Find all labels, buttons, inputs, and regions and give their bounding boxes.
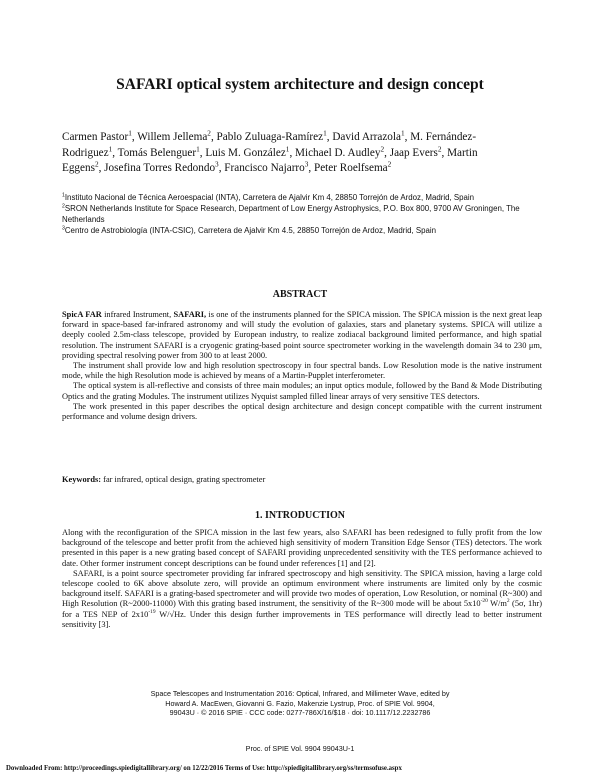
keywords-label: Keywords:: [62, 475, 102, 484]
abstract-paragraph-3: The optical system is all-reflective and consists of three main modules; an input optics module, followed by the Band & Mode Distributing Optics and the grating Modules. The instrument utilizes Nyquist sampled filled linear arrays of very sensitive TES detectors.: [62, 381, 542, 401]
abstract-heading: ABSTRACT: [272, 289, 328, 300]
affiliations: [62, 192, 552, 236]
author-line-3: Eggens$^2$, Josefina Torres Redondo$^3$, Francisco Najarro$^3$, Peter Roelfsema$^2$: [62, 160, 392, 174]
affiliation-2: $^2$SRON Netherlands Institute for Space Research, Department of Low Energy Astrophysics, P.O. Box 800, 9700 AV Groningen, The Netherlands: [62, 203, 520, 224]
affiliation-3: $^3$Centro de Astrobiología (INTA-CSIC), Carretera de Ajalvir Km 4.5, 28850 Torrejón de Ardoz, Madrid, Spain: [62, 225, 437, 235]
keywords-text: far infrared, optical design, grating spectrometer: [101, 475, 266, 484]
page-identifier: Proc. of SPIE Vol. 9904 99043U-1: [245, 744, 355, 753]
author-list: [62, 130, 552, 177]
intro-paragraph-2: SAFARI, is a point source spectrometer providing far infrared spectroscopy and high sensitivity. The SPICA mission, having a large cold telescope cooled to 6K above absolute zero, will provide an optimum environment where instruments are limited only by the cosmic background itself. SAFARI is a grating-based spectrometer and will provide two modes of operation, Low Resolution, or nominal (R~300) and High Resolution (R~2000-11000) With this grating based instrument, the sensitivity of the R~300 mode will be about $5x10^{-20}$ $W/m^2$ (5σ, 1hr) for a TES NEP of $2x10^{-19}$ W/√Hz. Under this design further improvements in TES performance will directly lead to better instrument sensitivity [3].: [62, 568, 542, 629]
abstract-paragraph-2: The instrument shall provide low and high resolution spectroscopy in four spectral bands. Low Resolution mode is the native instrument mode, while the high Resolution mode is achieved by means of a Martin-Pupplet interferometer.: [62, 361, 542, 381]
introduction-body: [62, 528, 542, 630]
paper-title: SAFARI optical system architecture and design concept: [116, 76, 484, 93]
intro-paragraph-1: Along with the reconfiguration of the SPICA mission in the last few years, also SAFARI has been redesigned to fully profit from the low background of the telescope and better profit from the achieved high sensitivity of modern Transition Edge Sensor (TES) detectors. The work presented in this paper is a new grating based concept of SAFARI providing unprecedented sensitivity with the TES performance achieved to date. Other former instrument concept descriptions can be found under references [1] and [2].: [62, 528, 542, 568]
keywords: [62, 475, 265, 484]
abstract-paragraph-1: SpicA FAR infrared Instrument, SAFARI, is one of the instruments planned for the SPICA mission. The SPICA mission is the next great leap forward in space-based far-infrared astronomy and will study the evolution of galaxies, stars and planetary systems. SPICA will utilize a deeply cooled 2.5m-class telescope, provided by European industry, to realize zodiacal background limited performance, and high spatial resolution. The instrument SAFARI is a cryogenic grating-based point source spectrometer working in the wavelength domain 34 to 230 μm, providing spectral resolving power from 300 to at least 2000.: [62, 310, 542, 360]
abstract-paragraph-4: The work presented in this paper describes the optical design architecture and design concept compatible with the current instrument performance and volume design drivers.: [62, 401, 542, 422]
download-notice: Downloaded From: http://proceedings.spiedigitallibrary.org/ on 12/22/2016 Terms of Use: http://spiedigitallibrary.org/ss/termsofuse.aspx: [6, 765, 402, 772]
proceedings-footer: Space Telescopes and Instrumentation 2016: Optical, Infrared, and Millimeter Wave, edited by Howard A. MacEwen, Giovanni G. Fazio, Makenzie Lystrup, Proc. of SPIE Vol. 9904, 99043U · © 2016 SPIE · CCC code: 0277-786X/16/$18 · doi: 10.1117/12.2232786: [150, 689, 450, 718]
author-line-2: Rodriguez$^1$, Tomás Belenguer$^1$, Luis M. González$^1$, Michael D. Audley$^2$, Jaap Evers$^2$, Martin: [62, 144, 478, 159]
abstract-body: [62, 310, 542, 422]
affiliation-1: $^1$Instituto Nacional de Técnica Aeroespacial (INTA), Carretera de Ajalvir Km 4, 28850 Torrejón de Ardoz, Madrid, Spain: [62, 192, 475, 202]
introduction-heading: 1. INTRODUCTION: [254, 510, 345, 521]
author-line-1: Carmen Pastor$^1$, Willem Jellema$^2$, Pablo Zuluaga-Ramírez$^1$, David Arrazola$^1$, M. Fernández-: [62, 129, 477, 143]
